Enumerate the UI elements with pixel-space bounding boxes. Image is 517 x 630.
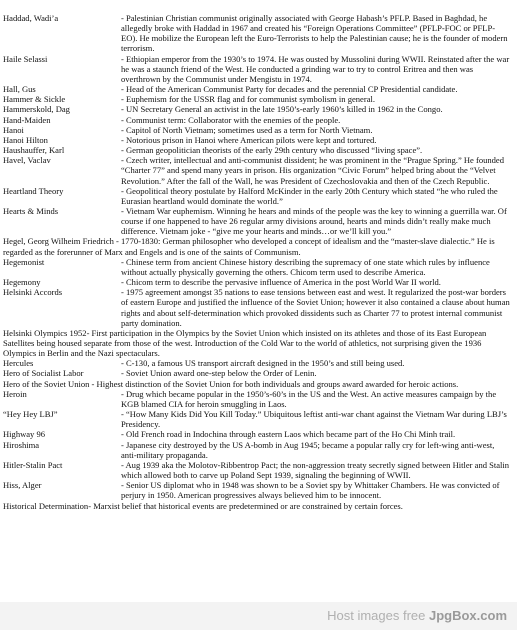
glossary-entry [3,328,511,358]
entry-term: Hammer & Sickle [3,94,66,105]
glossary-entry [3,186,511,206]
entry-definition: - C-130, a famous US transport aircraft designed in the 1950’s and still being used. [121,358,405,369]
entry-definition: - Drug which became popular in the 1950’s-60’s in the US and the West. An active measures campaign by the KGB blamed CIA for heroin smuggling in Laos. [121,388,497,409]
entry-definition: - Senior US diplomat who in 1948 was shown to be a Soviet spy by Whittaker Chambers. He was convicted of perjury in 1950. American progressives always believed him to be innocent. [121,480,500,501]
entry-term: Hanoi [3,124,24,135]
glossary-entry [3,429,511,439]
glossary-entry [3,409,511,429]
entry-text: Hero of the Soviet Union - Highest distinction of the Soviet Union for both individuals and groups award awarded for heroic actions. [3,378,459,389]
watermark-brand: JpgBox.com [428,608,507,623]
entry-definition: - UN Secretary General an activist in the late 1950’s-early 1960’s killed in 1962 in the Congo. [121,104,443,115]
glossary-entry [3,440,511,460]
glossary-entry [3,94,511,104]
glossary-entry [3,54,511,84]
entry-term: Hammerskold, Dag [3,104,70,115]
entry-term: Hearts & Minds [3,205,59,216]
entry-definition: - Vietnam War euphemism. Winning he hears and minds of the people was the key to winning a guerrilla war. Of course if one happened to have 26 regular army divisions around, hearts and minds didn’t really make much difference. Vietnam joke - “give me your hearts and minds…or we’ll kill you.” [121,205,507,237]
entry-definition: - Capitol of North Vietnam; sometimes used as a term for North Vietnam. [121,124,373,135]
glossary-entry [3,368,511,378]
entry-definition: - Communist term: Collaborator with the enemies of the people. [121,114,341,125]
glossary-entry [3,236,511,256]
entry-term: Heroin [3,388,27,399]
entry-definition: - Palestinian Christian communist originally associated with George Habash’s PFLP. Based in Baghdad, he allegedly broke with Haddad in 1967 and created his “Foreign Operations Committee” (PFLP-FOC or PFLP-EO). He mobilize the European left the Euro-Terrorists to help the Palestinian cause; he is the founder of modern terrorism. [121,13,508,54]
entry-definition: - Euphemism for the USSR flag and for communist symbolism in general. [121,94,375,105]
entry-definition: - 1975 agreement amongst 35 nations to ease tensions between east and west. It regularized the post-war borders of eastern Europe and justified the influence of the Soviet Union; however it also contained a clause about human rights and about self-determination which provoked dissidents such as Charter 77 to protest internal communist party domination. [121,287,510,328]
entry-definition: - Geopolitical theory postulate by Halford McKinder in the early 20th Century which stated “he who ruled the Eurasian heartland would dominate the world.” [121,185,498,206]
entry-term: Haile Selassi [3,53,48,64]
entry-definition: - Old French road in Indochina through eastern Laos which became part of the Ho Chi Minh trail. [121,429,456,440]
entry-term: Hiroshima [3,439,40,450]
glossary-entry [3,358,511,368]
entry-term: Hanoi Hilton [3,134,48,145]
glossary-entry [3,115,511,125]
entry-definition: - Japanese city destroyed by the US A-bomb in Aug 1945; became a popular rally cry for left-wing anti-west, anti-military propaganda. [121,439,495,460]
glossary-entry [3,135,511,145]
entry-term: Hero of Socialist Labor [3,368,84,379]
glossary-entry [3,13,511,54]
entry-definition: - Head of the American Communist Party for decades and the perennial CP Presidential candidate. [121,84,458,95]
entry-definition: - German geopolitician theorists of the early 29th century who discussed “living space”. [121,145,423,156]
glossary-entry [3,501,511,511]
glossary-entry [3,379,511,389]
glossary-entry [3,480,511,500]
entry-term: Hitler-Stalin Pact [3,459,63,470]
entry-term: Havel, Vaclav [3,155,51,166]
entry-term: Hiss, Alger [3,480,42,491]
glossary-entry [3,460,511,480]
entry-term: Highway 96 [3,429,46,440]
entry-term: Hegemony [3,277,41,288]
watermark-prefix: Host images free [327,608,429,623]
entry-definition: - Notorious prison in Hanoi where American pilots were kept and tortured. [121,134,377,145]
glossary-entry [3,206,511,236]
entry-term: Hand-Maiden [3,114,51,125]
entry-text: Hegel, Georg Wilheim Friedrich - 1770-1830: German philosopher who developed a concept of idealism and the “master-slave dialectic.” He is regarded as the forerunner of Marx and Engels and is one of the saints of Communism. [3,236,495,257]
glossary-entry [3,389,511,409]
entry-definition: - Ethiopian emperor from the 1930’s to 1974. He was ousted by Mussolini during WWII. Reinstated after the war he was a staunch friend of the West. He conducted a grinding war to try to control Eritrea and then was overthrown by the Communist under Mengistu in 1974. [121,53,510,84]
entry-term: Hercules [3,358,34,369]
glossary-entry [3,257,511,277]
entry-definition: - Chicom term to describe the pervasive influence of America in the post World War II world. [121,277,441,288]
entry-text: Historical Determination- Marxist belief that historical events are predetermined or are constrained by certain forces. [3,500,403,511]
entry-term: “Hey Hey LBJ” [3,409,58,420]
watermark-footer [0,602,517,630]
entry-term: Hall, Gus [3,84,36,95]
glossary-entry [3,155,511,185]
glossary-entry [3,277,511,287]
entry-text: Helsinki Olympics 1952- First participation in the Olympics by the Soviet Union which insisted on its athletes and those of its East European Satellites being housed separate from those of the west. Introduction of the Cold War to the world of athletics, not surprising given the 1936 Olympics in Berlin and the Nazi spectaculars. [3,327,487,359]
glossary-entry [3,84,511,94]
watermark-text[interactable] [327,608,507,623]
glossary-entry [3,104,511,114]
entry-definition: - Aug 1939 aka the Molotov-Ribbentrop Pact; the non-aggression treaty secretly signed between Hitler and Stalin which allowed both to carve up Poland Sept 1939, signaling the beginning of WWII. [121,459,510,481]
glossary-entry [3,145,511,155]
entry-term: Heartland Theory [3,185,64,196]
entry-term: Haddad, Wadi’a [3,13,59,23]
entry-term: Haushauffer, Karl [3,145,65,156]
entry-term: Helsinki Accords [3,287,63,298]
entry-definition: - Czech writer, intellectual and anti-communist dissident; he was prominent in the “Prague Spring.” He founded “Charter 77” and spend many years in prison. His organization “Civic Forum” helped bring about the “Velvet Revolution.” After the fall of the Wall, he was President of Czechoslovakia and then of the Czech Republic. [121,155,504,186]
entry-definition: - “How Many Kids Did You Kill Today.” Ubiquitous leftist anti-war chant against the Vietnam War during LBJ’s Presidency. [121,409,507,430]
glossary-entry [3,125,511,135]
entry-definition: - Chinese term from ancient Chinese history describing the supremacy of one state which rules by influence without actually physically governing the others. Chicom term used to describe America. [121,256,490,277]
entry-term: Hegemonist [3,256,45,267]
glossary-entries [3,13,511,511]
glossary-entry [3,287,511,328]
entry-definition: - Soviet Union award one-step below the Order of Lenin. [121,368,317,379]
